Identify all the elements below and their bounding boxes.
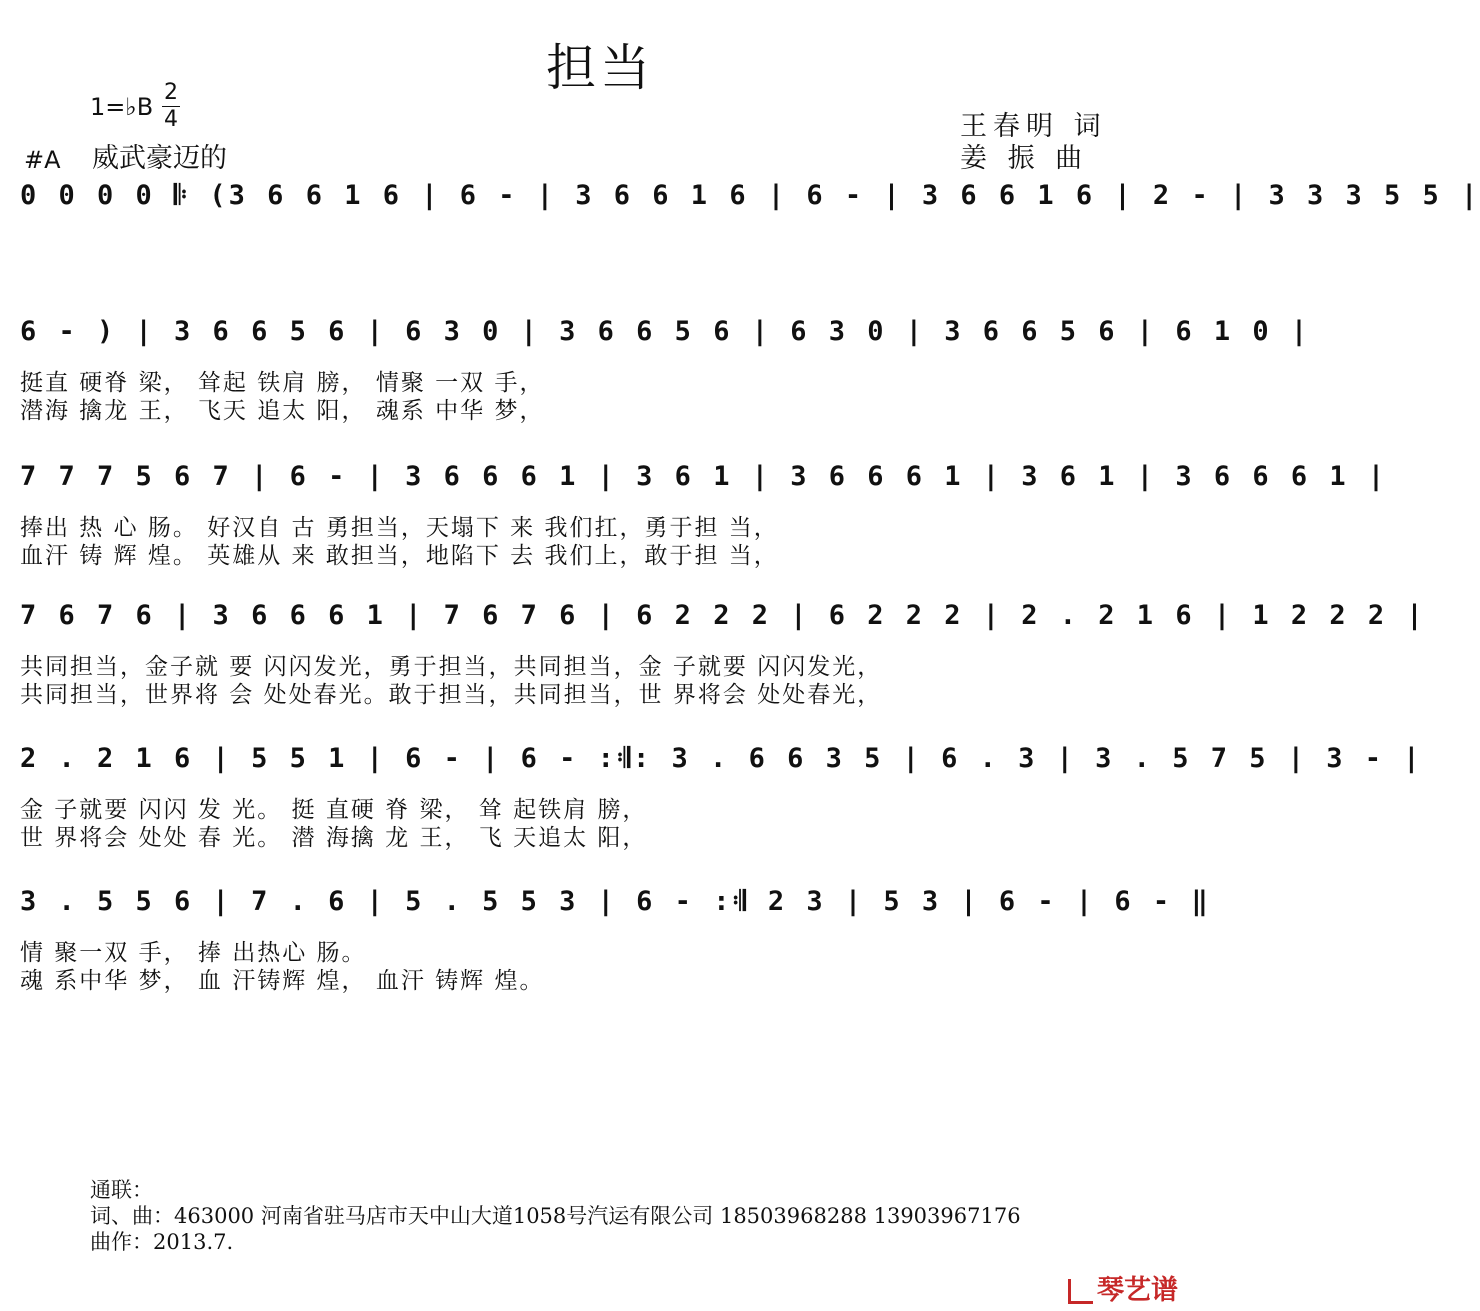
notation-line: 2 . 2 1 6 | 5 5 1 | 6 - | 6 - :𝄇: 3 . 6 6 3 5 | 6 . 3 | 3 . 5 7 5 | 3 - | [20, 743, 1423, 774]
lyric-verse-2: 共同担当，世界将 会 处处春光。敢于担当，共同担当，世 界将会 处处春光， [20, 682, 883, 708]
lyric-verse-2: 魂 系中华 梦， 血 汗铸辉 煌， 血汗 铸辉 煌。 [20, 968, 545, 994]
lyric-verse-1: 金 子就要 闪闪 发 光。 挺 直硬 脊 梁， 耸 起铁肩 膀， [20, 797, 648, 823]
logo-text: 琴艺谱 [1097, 1275, 1178, 1306]
time-signature-bottom: 4 [164, 107, 178, 132]
notation-line: 7 7 7 5 6 7 | 6 - | 3 6 6 6 1 | 3 6 1 | 3 6 6 6 1 | 3 6 1 | 3 6 6 6 1 | [20, 461, 1388, 492]
date-line: 曲作：2013.7. [90, 1230, 234, 1254]
score-title: 担当 [546, 39, 654, 97]
transpose-label: #A [24, 146, 61, 174]
lyric-verse-1: 情 聚一双 手， 捧 出热心 肠。 [20, 940, 367, 966]
lyric-verse-2: 潜海 擒龙 王， 飞天 追太 阳， 魂系 中华 梦， [20, 398, 545, 424]
key-signature: 1=♭B [90, 93, 154, 121]
notation-line: 7 6 7 6 | 3 6 6 6 1 | 7 6 7 6 | 6 2 2 2 | 6 2 2 2 | 2 . 2 1 6 | 1 2 2 2 | [20, 600, 1426, 631]
notation-line: 3 . 5 5 6 | 7 . 6 | 5 . 5 5 3 | 6 - :𝄇 2 3 | 5 3 | 6 - | 6 - ‖ [20, 886, 1211, 917]
notation-line: 0 0 0 0 𝄆 (3 6 6 1 6 | 6 - | 3 6 6 1 6 | 6 - | 3 6 6 1 6 | 2 - | 3 3 3 5 5 | [20, 180, 1480, 211]
contact-line: 词、曲：463000 河南省驻马店市天中山大道1058号汽运有限公司 18503968288 13903967176 [90, 1204, 1021, 1228]
lyric-verse-1: 捧出 热 心 肠。 好汉自 古 勇担当，天塌下 来 我们扛，勇于担 当， [20, 515, 779, 541]
lyric-verse-2: 血汗 铸 辉 煌。 英雄从 来 敢担当，地陷下 去 我们上，敢于担 当， [20, 543, 779, 569]
lyric-verse-1: 挺直 硬脊 梁， 耸起 铁肩 膀， 情聚 一双 手， [20, 370, 545, 396]
tempo-marking: 威武豪迈的 [92, 143, 227, 174]
time-signature-top: 2 [164, 80, 178, 105]
lyric-verse-1: 共同担当，金子就 要 闪闪发光，勇于担当，共同担当，金 子就要 闪闪发光， [20, 654, 883, 680]
composer-credit: 姜 振 曲 [960, 143, 1089, 174]
logo-mark-icon [1068, 1279, 1093, 1304]
contact-label: 通联： [90, 1178, 153, 1202]
lyricist-credit: 王春明 词 [960, 111, 1107, 142]
lyric-verse-2: 世 界将会 处处 春 光。 潜 海擒 龙 王， 飞 天追太 阳， [20, 825, 648, 851]
time-signature [162, 80, 180, 133]
notation-line: 6 - ) | 3 6 6 5 6 | 6 3 0 | 3 6 6 5 6 | 6 3 0 | 3 6 6 5 6 | 6 1 0 | [20, 316, 1311, 347]
site-logo[interactable] [1068, 1268, 1178, 1307]
